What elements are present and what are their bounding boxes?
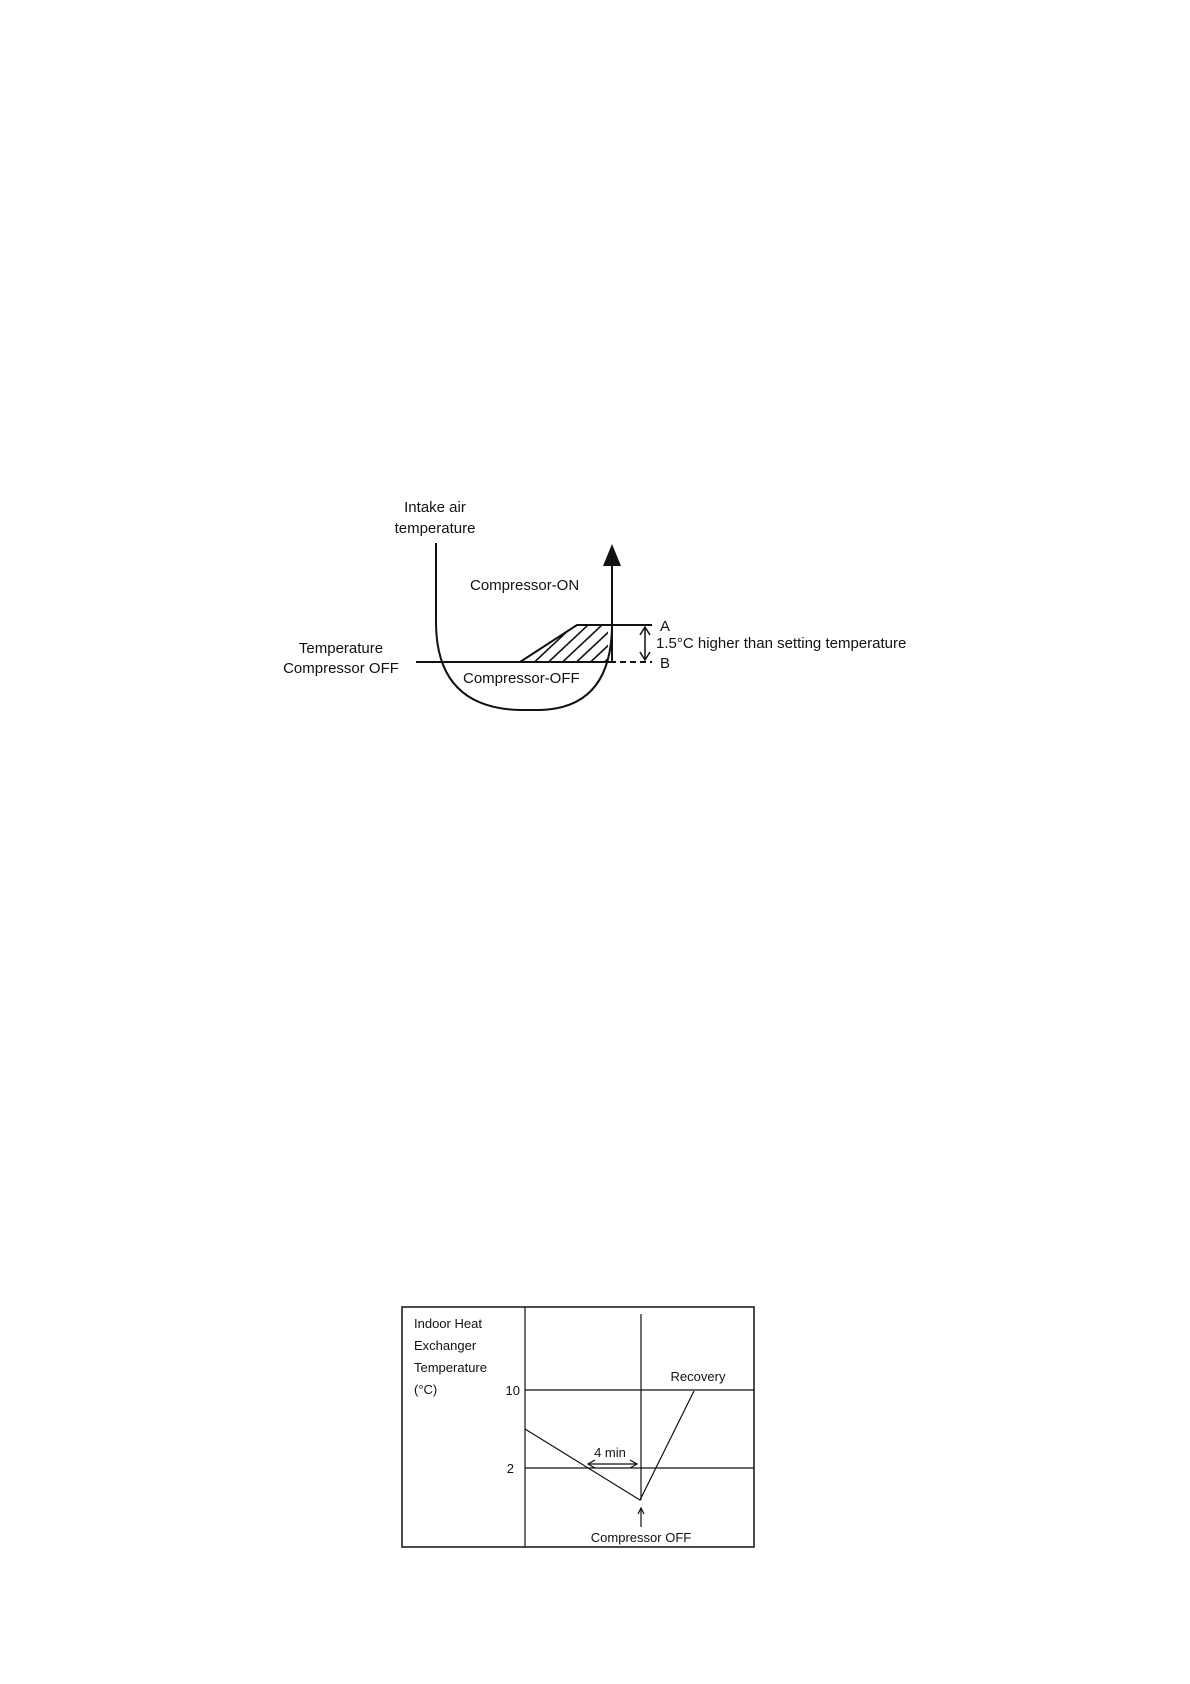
compressor-on-label: Compressor-ON — [470, 577, 580, 594]
interval-label: 4 min — [594, 1445, 626, 1460]
compressor-off-event-label: Compressor OFF — [590, 1530, 692, 1545]
compressor-off-region-label: Compressor-OFF — [463, 670, 580, 687]
intake-air-label-line1: Intake air — [404, 499, 466, 516]
y-axis-label-line1: Indoor Heat — [414, 1316, 482, 1331]
hysteresis-note: 1.5°C higher than setting temperature — [656, 635, 907, 652]
y-axis-label-line2: Exchanger — [414, 1338, 477, 1353]
marker-b-label: B — [660, 655, 671, 672]
recovery-label: Recovery — [670, 1369, 726, 1384]
threshold-label-line2: Compressor OFF — [283, 660, 399, 677]
intake-air-label-line2: temperature — [394, 520, 476, 537]
y-axis-unit: (°C) — [414, 1382, 438, 1397]
marker-a-label: A — [660, 618, 671, 635]
ytick-2: 2 — [506, 1461, 514, 1476]
ytick-10: 10 — [505, 1383, 520, 1398]
y-axis-label-line3: Temperature — [414, 1360, 487, 1375]
threshold-label-line1: Temperature — [298, 640, 384, 657]
